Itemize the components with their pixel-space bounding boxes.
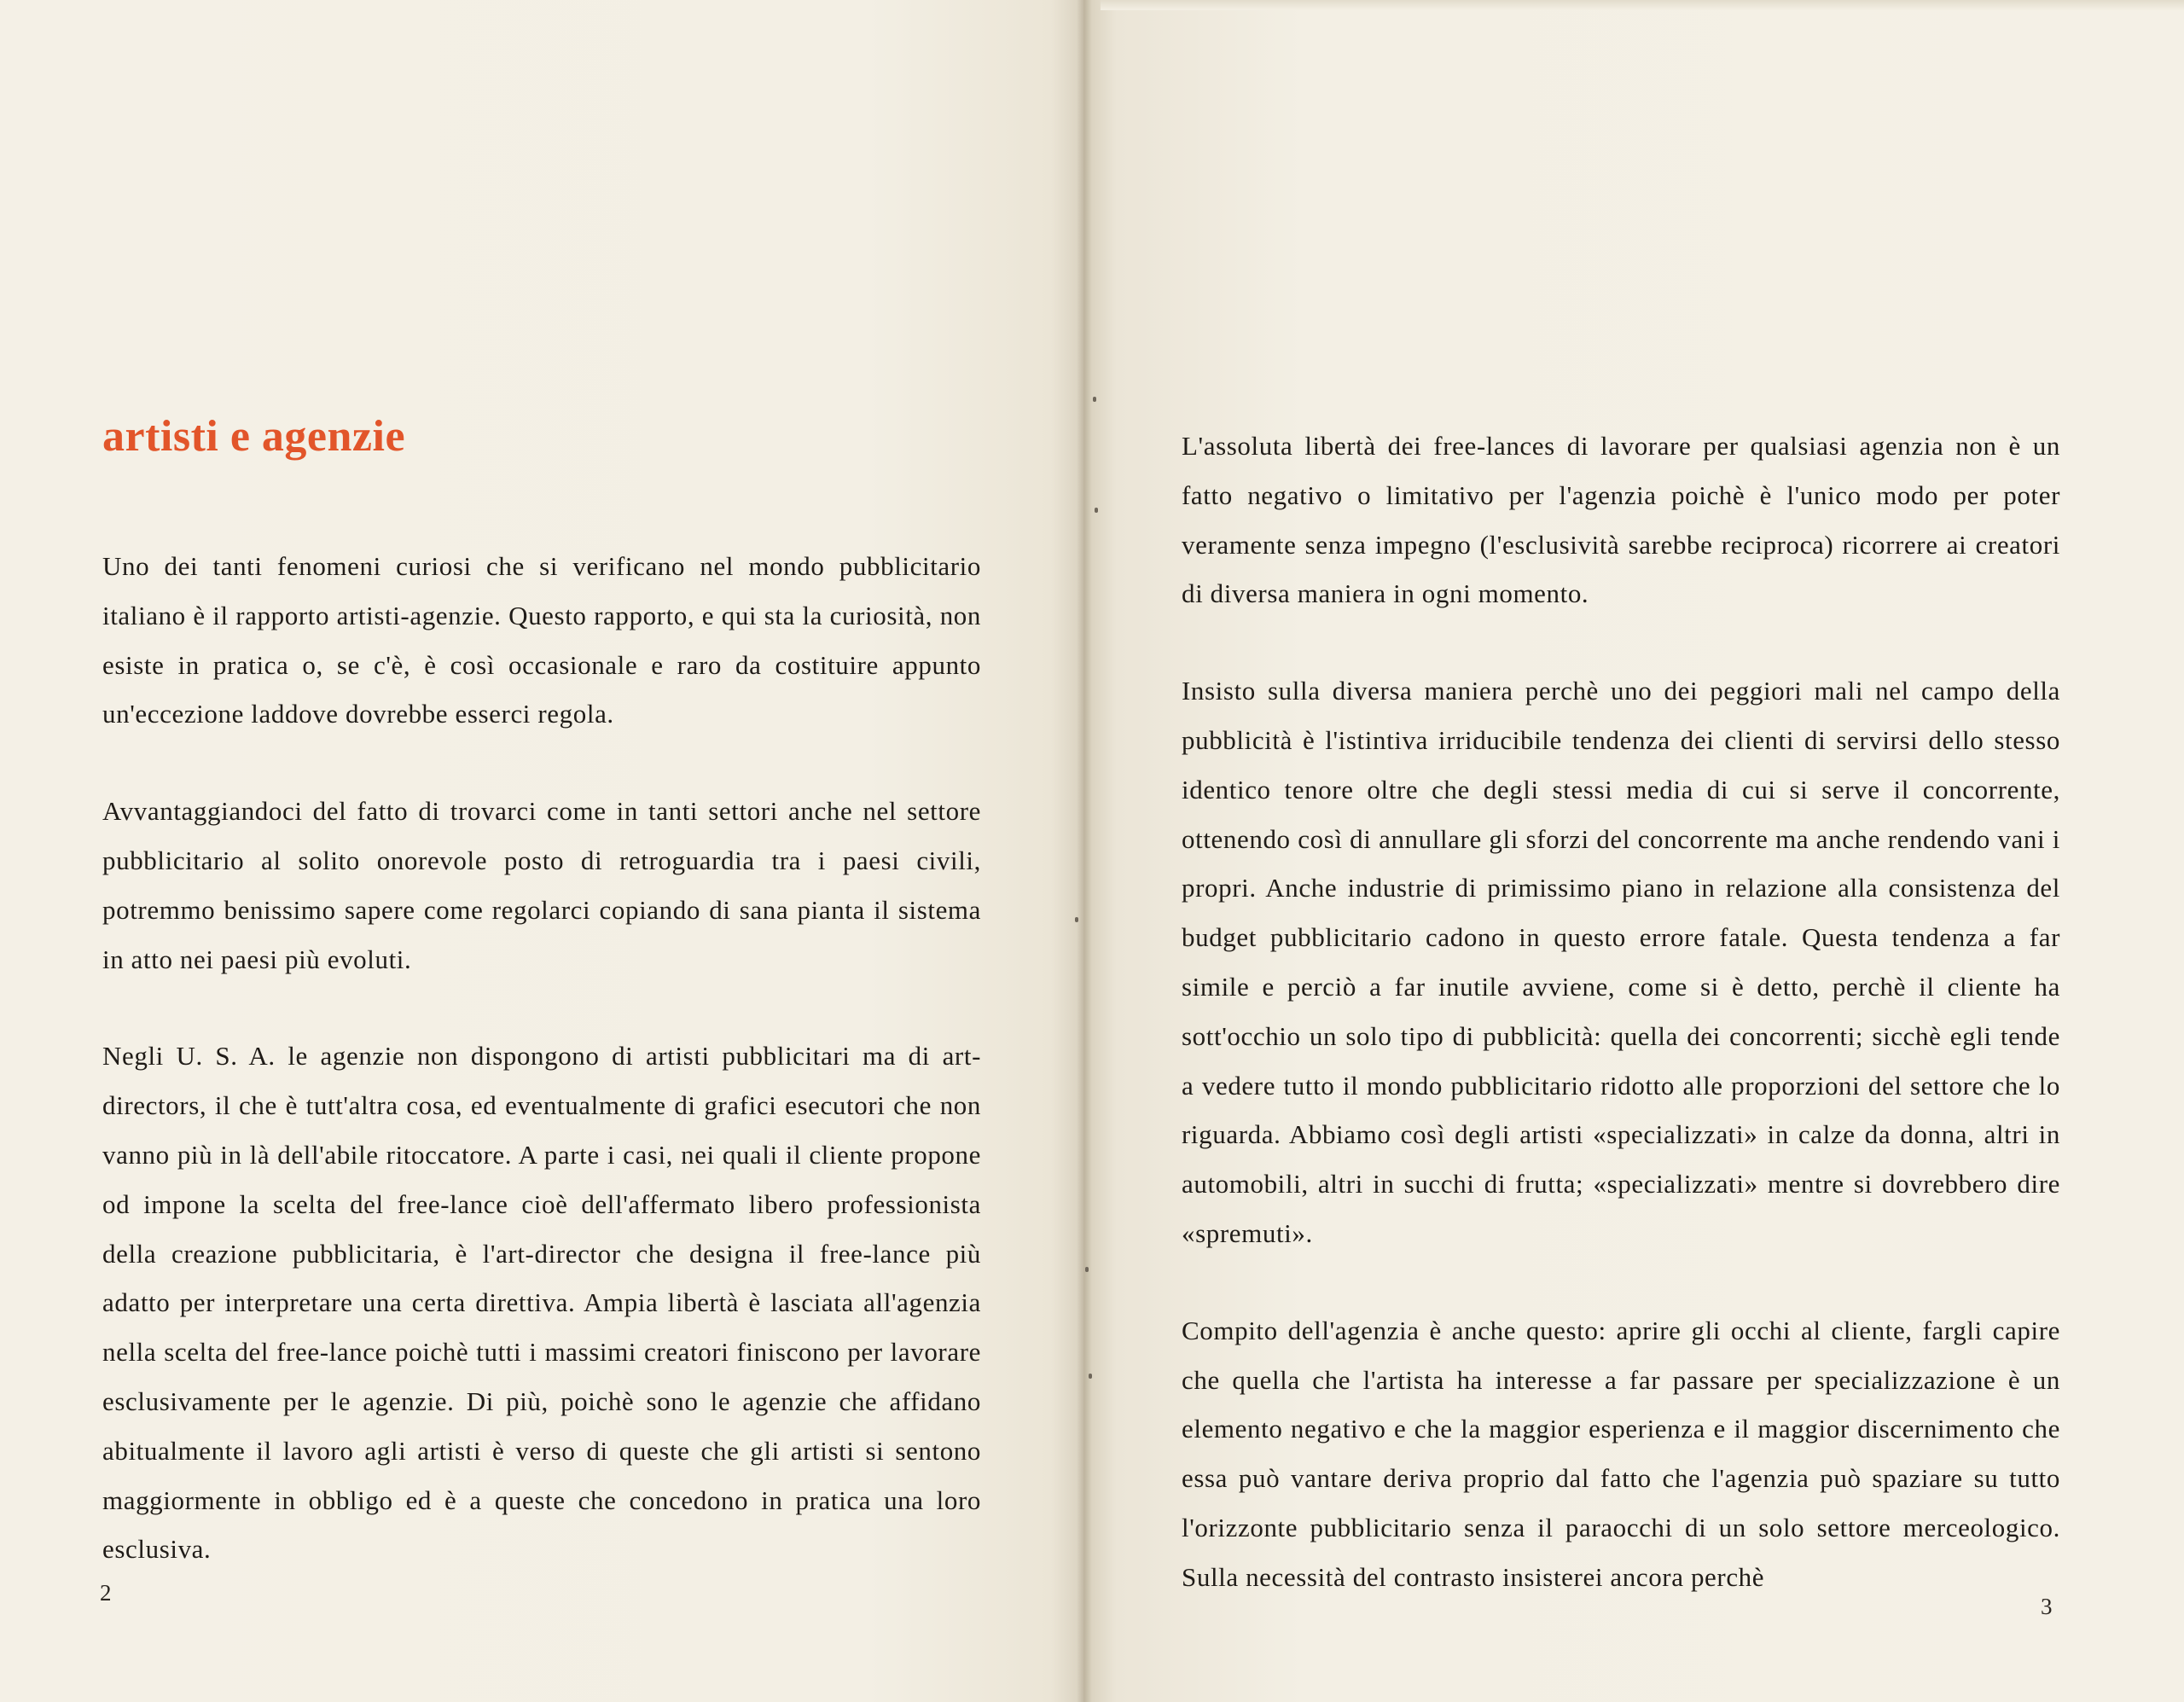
page-number-left: 2 bbox=[100, 1580, 112, 1606]
right-paragraph-2: Insisto sulla diversa maniera perchè uno dei peggiori mali nel campo della pubblicità è l'istintiva irriducibile tendenza dei clienti di servirsi dello stesso identico tenore oltre che degli stessi media di cui si serve il concorrente, ottenendo così di annullare gli sforzi del concorrente ma anche rendendo vani i propri. Anche industrie di primissimo piano in relazione alla consistenza del budget pubblicitario cadono in questo errore fatale. Questa tendenza a far simile e perciò a far inutile avviene, come si è detto, perchè il cliente ha sott'occhio un solo tipo di pubblicità: quella dei concorrenti; sicchè egli tende a vedere tutto il mondo pubblicitario ridotto alle proporzioni del settore che lo riguarda. Abbiamo così degli artisti «specializzati» in calze da donna, altri in automobili, altri in succhi di frutta; «specializzati» mentre si dovrebbero dire «spremuti». bbox=[1182, 676, 2060, 1248]
left-paragraph-3: Negli U. S. A. le agenzie non dispongono di artisti pubblicitari ma di art-directors, il che è tutt'altra cosa, ed eventualmente di grafici esecutori che non vanno più in là dell'abile ritoccatore. A parte i casi, nei quali il cliente propone od impone la scelta del free-lance cioè dell'affermato libero professionista della creazione pubblicitaria, è l'art-director che designa il free-lance più adatto per interpretare una certa direttiva. Ampia libertà è lasciata all'agenzia nella scelta del free-lance poichè tutti i massimi creatori finiscono per lavorare esclusivamente per le agenzie. Di più, poichè sono le agenzie che affidano abitualmente il lavoro agli artisti è verso di queste che gli artisti si sentono maggiormente in obbligo ed è a queste che concedono in pratica una loro esclusiva. bbox=[102, 1041, 981, 1565]
paper-speck bbox=[1085, 1267, 1089, 1272]
right-paragraph-3: Compito dell'agenzia è anche questo: aprire gli occhi al cliente, fargli capire che quella che l'artista ha interesse a far passare per specializzazione è un elemento negativo e che la maggior esperienza e il maggior discernimento che essa può vantare deriva proprio dal fatto che l'agenzia può spaziare su tutto l'orizzonte pubblicitario senza il paraocchi di un solo settore merceologico. Sulla necessità del contrasto insisterei ancora perchè bbox=[1182, 1315, 2060, 1592]
right-page bbox=[1083, 0, 2184, 1702]
paper-speck bbox=[1089, 1374, 1092, 1379]
paper-speck bbox=[1095, 508, 1098, 513]
right-paragraph-1: L'assoluta libertà dei free-lances di lavorare per qualsiasi agenzia non è un fatto negativo o limitativo per l'agenzia poichè è l'unico modo per poter veramente senza impegno (l'esclusività sarebbe reciproca) ricorrere ai creatori di diversa maniera in ogni momento. bbox=[1182, 431, 2060, 609]
left-page bbox=[0, 0, 1083, 1702]
page-number-right: 3 bbox=[2041, 1594, 2053, 1619]
page-top-edge bbox=[1101, 0, 2184, 10]
left-body-text bbox=[102, 542, 981, 1574]
right-body-text bbox=[1182, 421, 2060, 1602]
paper-speck bbox=[1093, 397, 1096, 402]
chapter-title: artisti e agenzie bbox=[102, 412, 406, 461]
paper-speck bbox=[1075, 917, 1078, 922]
left-paragraph-2: Avvantaggiandoci del fatto di trovarci come in tanti settori anche nel settore pubblicitario al solito onorevole posto di retroguardia tra i paesi civili, potremmo benissimo sapere come regolarci copiando di sana pianta il sistema in atto nei paesi più evoluti. bbox=[102, 796, 981, 974]
book-gutter bbox=[1077, 0, 1092, 1702]
left-paragraph-1: Uno dei tanti fenomeni curiosi che si verificano nel mondo pubblicitario italiano è il rapporto artisti-agenzie. Questo rapporto, e qui sta la curiosità, non esiste in pratica o, se c'è, è così occasionale e raro da costituire appunto un'eccezione laddove dovrebbe esserci regola. bbox=[102, 551, 981, 729]
